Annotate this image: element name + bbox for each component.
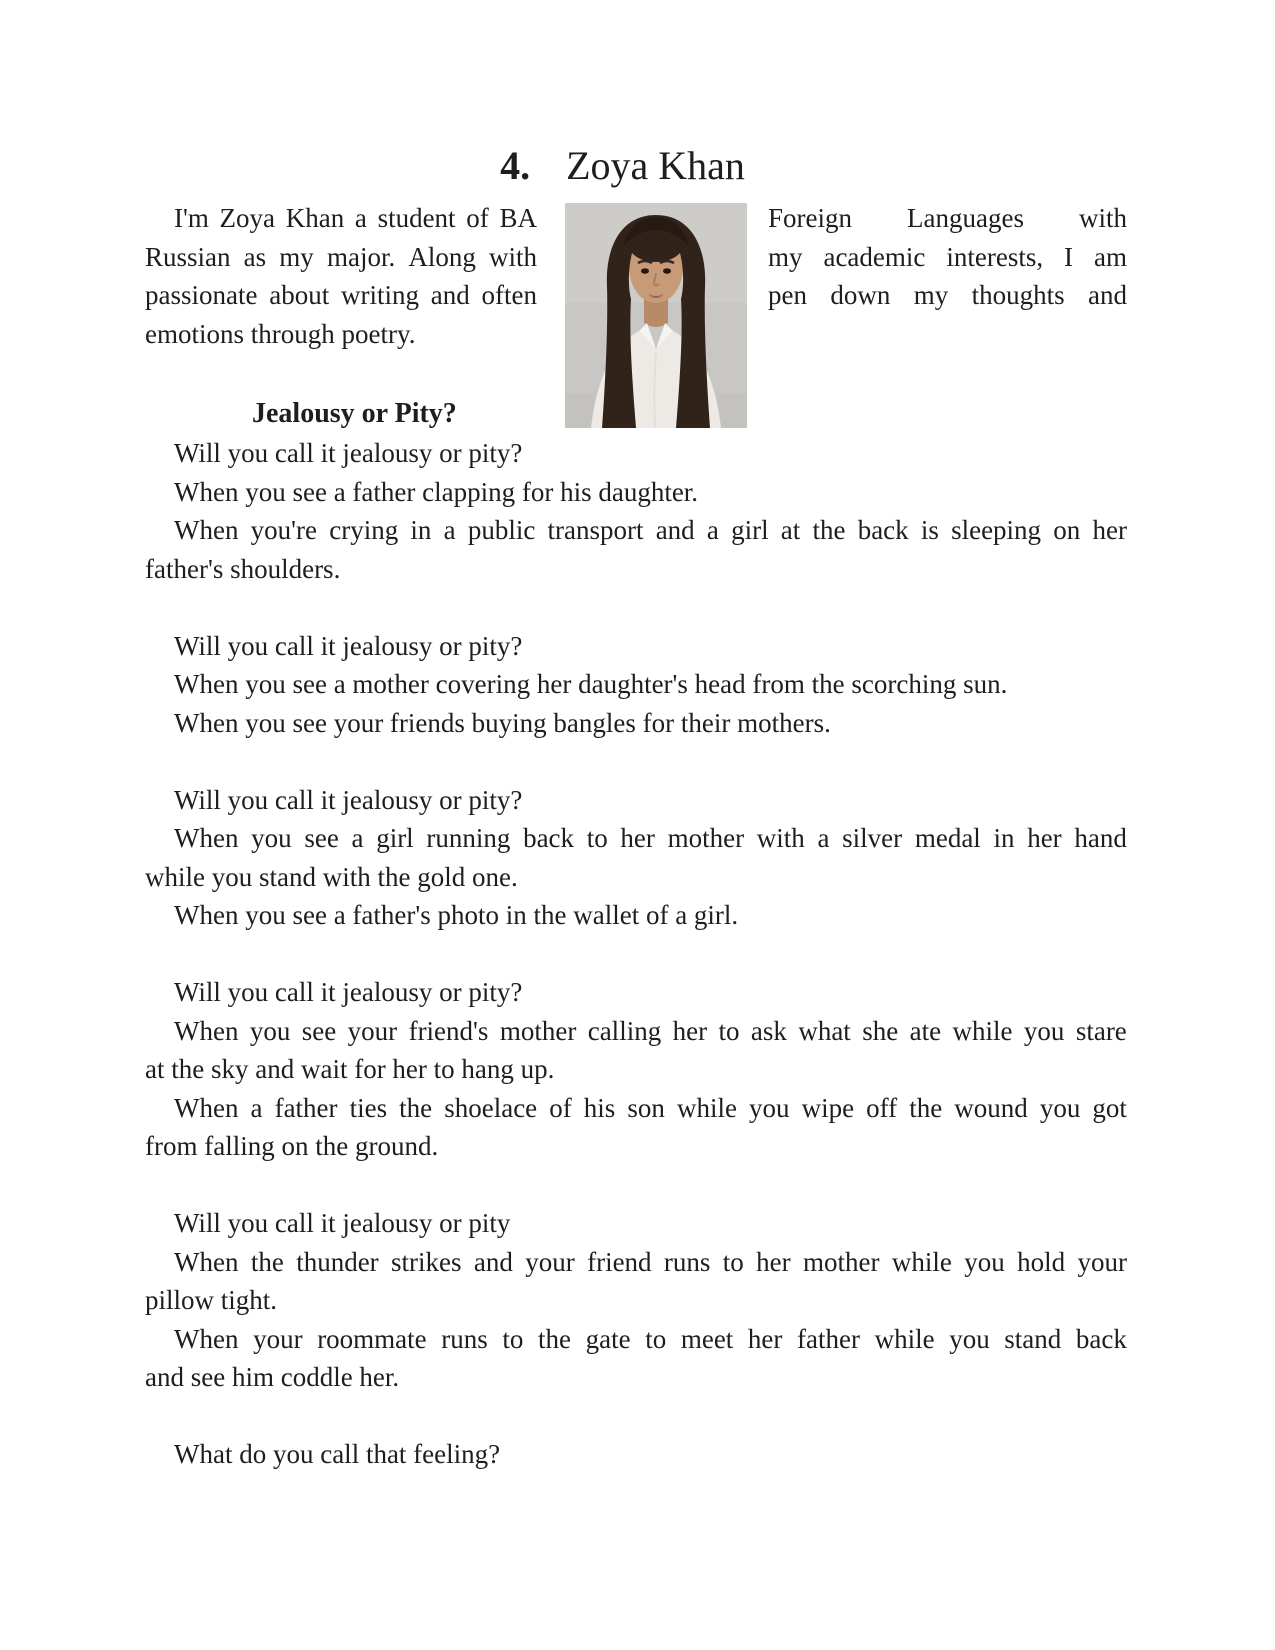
word: what <box>798 1015 851 1046</box>
title-number: 4. <box>500 143 531 188</box>
text-line <box>145 819 1127 858</box>
word: When <box>174 1015 239 1046</box>
word: meet <box>680 1323 734 1354</box>
text-line: pillow tight. <box>145 1285 278 1315</box>
word: my <box>768 241 803 272</box>
word: roommate <box>317 1323 427 1354</box>
text-line: and see him coddle her. <box>145 1362 400 1392</box>
text-line: Will you call it jealousy or pity? <box>174 438 523 468</box>
bio-right-column <box>768 199 1127 315</box>
word: of <box>466 203 489 233</box>
word: the <box>399 1092 433 1123</box>
word: to <box>502 1323 524 1354</box>
word: his <box>583 1092 616 1123</box>
word: you <box>1039 1092 1081 1123</box>
poem-body <box>145 434 1127 1474</box>
word: Russian <box>145 241 231 272</box>
poem-stanza <box>145 1435 1127 1474</box>
word: girl <box>376 823 414 853</box>
word: interests, <box>946 241 1044 272</box>
word: to <box>586 823 608 853</box>
word: gate <box>585 1323 631 1354</box>
word: her <box>1027 823 1062 853</box>
word: while <box>676 1092 737 1123</box>
word: see <box>304 823 339 853</box>
text-line: Will you call it jealousy or pity? <box>174 630 523 661</box>
poem-stanza <box>145 1204 1127 1397</box>
word: am <box>1094 241 1127 272</box>
word: wipe <box>801 1092 855 1123</box>
word: Along <box>408 241 476 272</box>
text-line: Will you call it jealousy or pity? <box>174 977 523 1007</box>
word: her <box>747 1323 783 1354</box>
word: Khan <box>285 203 345 233</box>
word: I <box>1064 241 1074 272</box>
word: father <box>274 1092 338 1123</box>
text-line: Will you call it jealousy or pity <box>174 1208 511 1238</box>
word: while <box>891 1246 952 1277</box>
word: and <box>655 515 695 545</box>
word: hand <box>1074 823 1127 853</box>
page-title <box>0 144 1275 188</box>
word: student <box>377 203 456 233</box>
text-line <box>145 1089 1127 1128</box>
word: silver <box>842 823 903 853</box>
text-line: Will you call it jealousy or pity? <box>174 784 523 815</box>
word: mother <box>667 823 745 853</box>
word: crying <box>329 515 399 545</box>
word: runs <box>441 1323 488 1354</box>
text-line <box>768 276 1127 315</box>
word: see <box>301 1015 337 1046</box>
text-line: father's shoulders. <box>145 553 341 584</box>
word: a <box>250 1092 263 1123</box>
word: her <box>1092 515 1127 545</box>
text-line: What do you call that feeling? <box>174 1439 501 1469</box>
word: a <box>351 823 364 853</box>
word: my <box>913 280 949 310</box>
word: to <box>645 1323 667 1354</box>
word: shoelace <box>444 1092 538 1123</box>
portrait-photo-graphic <box>565 203 747 428</box>
word: as <box>243 241 267 272</box>
text-line: at the sky and wait for her to hang up. <box>145 1054 555 1084</box>
word: BA <box>499 203 537 233</box>
word: medal <box>914 823 981 853</box>
word: her <box>756 1246 791 1277</box>
word: stand <box>1004 1323 1062 1354</box>
word: wound <box>954 1092 1028 1123</box>
word: mother <box>803 1246 880 1277</box>
word: your <box>253 1323 303 1354</box>
text-line: When you see a father clapping for his daughter. <box>174 476 699 507</box>
word: she <box>862 1015 899 1046</box>
word: major. <box>326 241 396 272</box>
word: the <box>538 1323 571 1354</box>
word: you <box>949 1323 990 1354</box>
word: running <box>426 823 511 853</box>
text-line: When you see a mother covering her daughter's head from the scorching sun. <box>174 669 1008 699</box>
word: sleeping <box>951 515 1042 545</box>
word: her <box>672 1015 708 1046</box>
word: to <box>718 1015 740 1046</box>
word: writing <box>340 280 419 310</box>
word: academic <box>823 241 926 272</box>
word: the <box>250 1246 284 1277</box>
poem-title: Jealousy or Pity? <box>252 398 457 429</box>
word: ate <box>909 1015 942 1046</box>
word: Zoya <box>219 203 276 233</box>
word: down <box>830 280 891 310</box>
word: girl <box>731 515 769 545</box>
word: and <box>1088 280 1127 310</box>
word: calling <box>587 1015 662 1046</box>
word: my <box>279 241 314 272</box>
bio-left-column <box>145 199 537 353</box>
title-name: Zoya Khan <box>566 143 745 188</box>
word: your <box>1077 1246 1127 1277</box>
word: on <box>1053 515 1081 545</box>
word: public <box>467 515 536 545</box>
poem-stanza <box>145 434 1127 588</box>
word: a <box>706 515 719 545</box>
word: transport <box>547 515 644 545</box>
word: I'm <box>174 203 209 233</box>
word: the <box>909 1092 943 1123</box>
word: you <box>749 1092 790 1123</box>
word: thunder <box>296 1246 379 1277</box>
word: with <box>488 241 537 272</box>
word: a <box>817 823 830 853</box>
text-line: When you see your friends buying bangles for their mothers. <box>174 707 831 738</box>
text-line: When you see a father's photo in the wallet of a girl. <box>174 900 739 930</box>
portrait-photo <box>565 203 747 428</box>
word: while <box>874 1323 935 1354</box>
text-line <box>145 238 537 277</box>
word: and <box>473 1246 513 1277</box>
text-line: from falling on the ground. <box>145 1131 439 1161</box>
word: a <box>443 515 456 545</box>
bio-section <box>145 199 1127 428</box>
word: Languages <box>907 203 1024 233</box>
text-line: while you stand with the gold one. <box>145 861 518 892</box>
word: passionate <box>145 280 258 310</box>
word: ties <box>349 1092 388 1123</box>
word: friend's <box>408 1015 489 1046</box>
word: you <box>249 1015 291 1046</box>
word: When <box>174 1092 239 1123</box>
word: at <box>780 515 801 545</box>
text-line <box>768 199 1127 238</box>
word: pen <box>768 280 807 310</box>
word: mother <box>499 1015 577 1046</box>
word: hold <box>1017 1246 1066 1277</box>
word: thoughts <box>971 280 1065 310</box>
word: stare <box>1075 1015 1127 1046</box>
word: about <box>269 280 330 310</box>
word: you <box>964 1246 1005 1277</box>
word: your <box>525 1246 575 1277</box>
text-line <box>145 199 537 238</box>
text-line <box>145 1243 1127 1282</box>
word: off <box>866 1092 898 1123</box>
word: back <box>857 515 909 545</box>
word: you <box>1023 1015 1065 1046</box>
word: got <box>1092 1092 1127 1123</box>
text-line <box>768 238 1127 277</box>
poem-stanza <box>145 973 1127 1166</box>
poem-stanza <box>145 627 1127 743</box>
text-line: emotions through poetry. <box>145 318 416 349</box>
word: in <box>993 823 1015 853</box>
text-line <box>145 1320 1127 1359</box>
text-line <box>145 1012 1127 1051</box>
word: your <box>347 1015 398 1046</box>
word: friend <box>587 1246 652 1277</box>
word: with <box>756 823 805 853</box>
word: Foreign <box>768 203 852 233</box>
word: When <box>174 1246 239 1277</box>
word: often <box>481 280 537 310</box>
word: strikes <box>391 1246 462 1277</box>
word: to <box>722 1246 744 1277</box>
word: When <box>174 1323 239 1354</box>
word: and <box>430 280 470 310</box>
word: back <box>523 823 575 853</box>
word: When <box>174 823 239 853</box>
text-line <box>145 511 1127 550</box>
word: is <box>920 515 939 545</box>
word: father <box>797 1323 860 1354</box>
word: you <box>251 823 292 853</box>
word: back <box>1075 1323 1127 1354</box>
word: runs <box>663 1246 711 1277</box>
word: a <box>354 203 367 233</box>
word: the <box>812 515 846 545</box>
word: ask <box>750 1015 787 1046</box>
text-line <box>145 276 537 315</box>
word: while <box>952 1015 1013 1046</box>
word: you're <box>250 515 318 545</box>
word: her <box>620 823 655 853</box>
poem-stanza <box>145 781 1127 935</box>
word: When <box>174 515 239 545</box>
word: with <box>1078 203 1127 233</box>
word: son <box>627 1092 665 1123</box>
word: of <box>549 1092 572 1123</box>
word: in <box>410 515 432 545</box>
